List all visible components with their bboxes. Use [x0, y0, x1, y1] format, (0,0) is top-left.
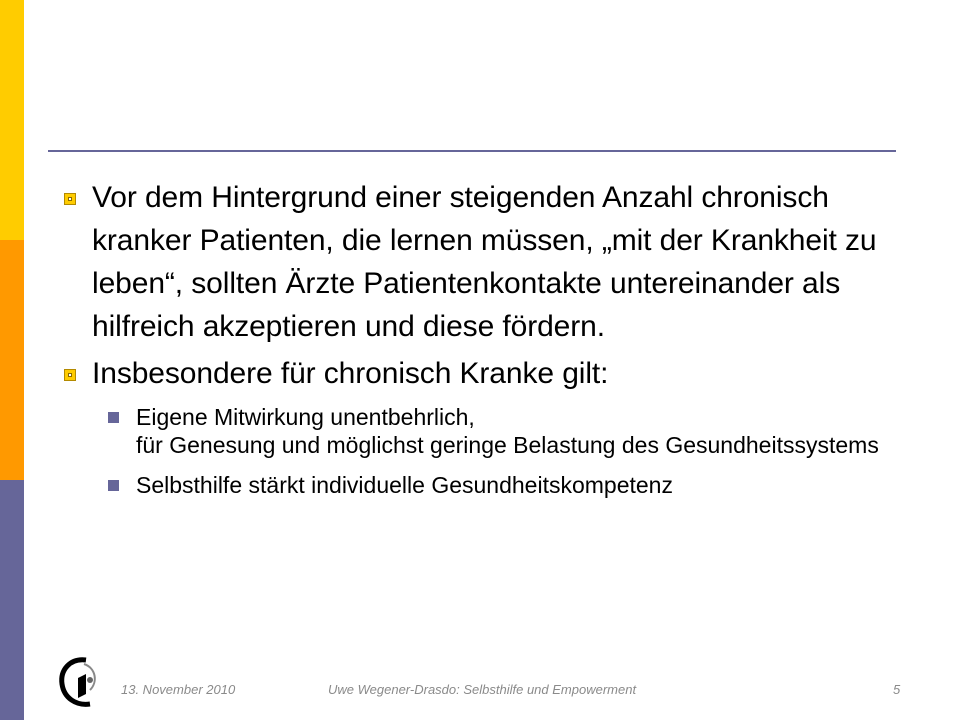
- side-bar-purple: [0, 480, 24, 720]
- title-divider: [48, 150, 896, 152]
- small-square-bullet-icon: [108, 480, 119, 491]
- small-square-bullet-icon: [108, 412, 119, 423]
- side-bar-yellow: [0, 0, 24, 240]
- square-bullet-icon: [64, 193, 76, 205]
- bullet-item: [64, 176, 924, 348]
- sub-bullet-text: Eigene Mitwirkung unentbehrlich,: [136, 404, 475, 430]
- sub-bullet-text: Selbsthilfe stärkt individuelle Gesundheitskompetenz: [136, 472, 673, 498]
- organization-logo-icon: [56, 654, 102, 712]
- sub-bullet-item: [64, 403, 924, 459]
- sub-bullet-text: für Genesung und möglichst geringe Belastung des Gesundheitssystems: [136, 432, 879, 458]
- footer-title: Uwe Wegener-Drasdo: Selbsthilfe und Empowerment: [328, 682, 637, 697]
- footer-date: 13. November 2010: [121, 682, 236, 697]
- bullet-text: Insbesondere für chronisch Kranke gilt:: [92, 357, 609, 390]
- slide-content: [64, 176, 924, 499]
- bullet-item: [64, 352, 924, 395]
- page-number: 5: [893, 682, 901, 697]
- sub-bullet-item: [64, 471, 924, 499]
- square-bullet-icon: [64, 369, 76, 381]
- side-bar-orange: [0, 240, 24, 480]
- bullet-text: Vor dem Hintergrund einer steigenden Anzahl chronisch kranker Patienten, die lernen müssen, „mit der Krankheit zu leben“, sollten Ärzte Patientenkontakte untereinander als hilfreich akzeptieren und diese fördern.: [92, 181, 877, 343]
